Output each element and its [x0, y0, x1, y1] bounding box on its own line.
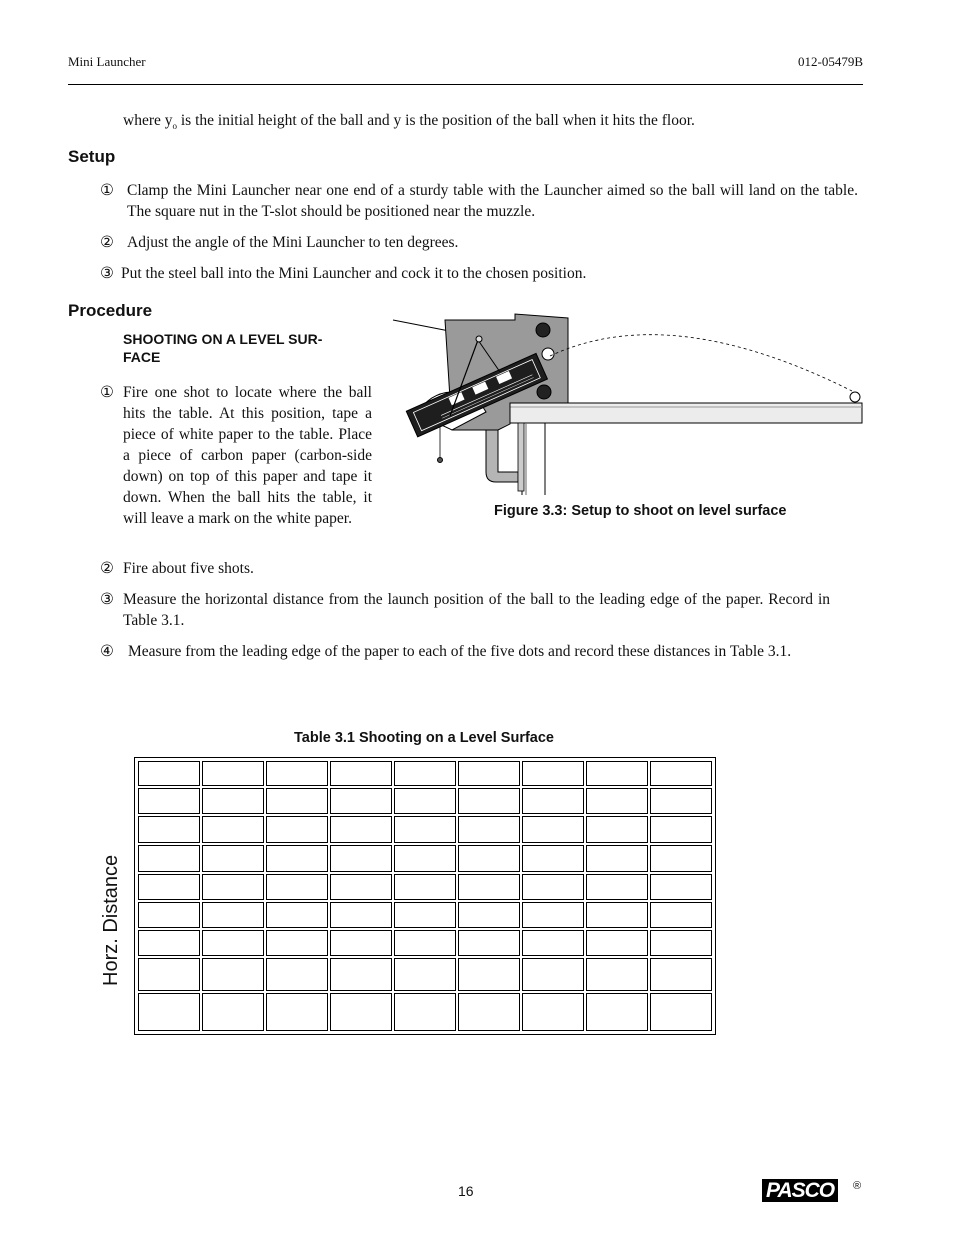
table-cell: [266, 788, 328, 814]
table-cell: [586, 930, 648, 956]
table-cell: [330, 902, 392, 928]
table-row: [138, 902, 712, 928]
registered-mark: ®: [853, 1180, 862, 1192]
table-cell: [650, 761, 712, 786]
table-cell: [266, 761, 328, 786]
table-cell: [138, 930, 200, 956]
table-cell: [650, 874, 712, 900]
table-cell: [586, 902, 648, 928]
table-cell: [458, 788, 520, 814]
table-cell: [458, 930, 520, 956]
trajectory: [550, 335, 852, 391]
header-left: Mini Launcher: [68, 54, 146, 69]
table-cell: [330, 761, 392, 786]
header-right: 012-05479B: [798, 54, 863, 69]
table-cell: [586, 816, 648, 843]
table-cell: [266, 845, 328, 872]
table-cell: [394, 930, 456, 956]
table-cell: [458, 845, 520, 872]
table-cell: [522, 788, 584, 814]
table-title: Table 3.1 Shooting on a Level Surface: [294, 730, 554, 746]
table-cell: [650, 958, 712, 991]
table-cell: [458, 874, 520, 900]
setup-step-1: ① Clamp the Mini Launcher near one end of a sturdy table with the Launcher aimed so the ball will land on the table. The square nut in the T-slot should be positioned near the muzzle.: [100, 182, 858, 220]
table-cell: [586, 958, 648, 991]
setup-heading: Setup: [68, 147, 116, 166]
table-cell: [138, 874, 200, 900]
table-cell: [650, 845, 712, 872]
table-cell: [650, 993, 712, 1031]
table-cell: [586, 993, 648, 1031]
table-cell: [330, 874, 392, 900]
table-cell: [522, 930, 584, 956]
table-row: [138, 816, 712, 843]
procedure-step-1: ① Fire one shot to locate where the ball hits the table. At this position, tape a piece of white paper to the table. Place a piece of carbon paper (carbon-side down) on top of this paper and tape it down. When the ball hits the table, it will leave a mark on the white paper.: [100, 384, 372, 527]
table-cell: [330, 816, 392, 843]
pasco-logo: PASCO: [762, 1181, 838, 1202]
table-cell: [266, 993, 328, 1031]
procedure-heading: Procedure: [68, 301, 153, 320]
table-cell: [202, 816, 264, 843]
procedure-step-2: ② Fire about five shots.: [100, 560, 254, 577]
table-cell: [458, 993, 520, 1031]
table-cell: [266, 902, 328, 928]
table-row: [138, 874, 712, 900]
launcher-figure: [390, 312, 865, 502]
table-cell: [330, 993, 392, 1031]
table-cell: [458, 761, 520, 786]
table-cell: [586, 845, 648, 872]
table-cell: [394, 761, 456, 786]
table-cell: [458, 816, 520, 843]
table-cell: [458, 958, 520, 991]
table-row: [138, 930, 712, 956]
table-cell: [266, 816, 328, 843]
table-cell: [138, 958, 200, 991]
table-top: [510, 403, 862, 423]
data-table: [136, 759, 714, 1033]
table-cell: [138, 788, 200, 814]
table-cell: [522, 993, 584, 1031]
table-row: [138, 958, 712, 991]
page-number: 16: [458, 1183, 474, 1199]
table-cell: [138, 761, 200, 786]
procedure-step-4: ④ Measure from the leading edge of the paper to each of the five dots and record these distances in Table 3.1.: [100, 643, 792, 660]
figure-caption: Figure 3.3: Setup to shoot on level surface: [494, 503, 787, 519]
table-cell: [522, 816, 584, 843]
setup-step-3: ③ Put the steel ball into the Mini Launcher and cock it to the chosen position.: [100, 265, 587, 282]
table-cell: [586, 788, 648, 814]
table-cell: [330, 788, 392, 814]
table-cell: [202, 788, 264, 814]
table-row: [138, 788, 712, 814]
table-cell: [266, 930, 328, 956]
table-cell: [202, 902, 264, 928]
table-cell: [394, 816, 456, 843]
table-cell: [650, 816, 712, 843]
header-rule: [68, 84, 863, 85]
table-cell: [138, 845, 200, 872]
table-cell: [650, 930, 712, 956]
table-cell: [330, 930, 392, 956]
data-table-frame: [134, 757, 716, 1035]
table-cell: [202, 761, 264, 786]
intro-text: where $y_o$ is the initial height of the ball and y is the position of the ball when it hits the floor.: [123, 112, 695, 132]
procedure-step-3: ③ Measure the horizontal distance from the launch position of the ball to the leading edge of the paper. Record in Table 3.1.: [100, 591, 830, 629]
table-row: [138, 845, 712, 872]
table-cell: [394, 958, 456, 991]
table-cell: [394, 902, 456, 928]
table-cell: [394, 874, 456, 900]
table-cell: [586, 874, 648, 900]
clamp: [486, 430, 518, 482]
table-cell: [202, 874, 264, 900]
table-cell: [522, 845, 584, 872]
table-cell: [586, 761, 648, 786]
table-cell: [330, 845, 392, 872]
table-cell: [522, 761, 584, 786]
table-cell: [202, 930, 264, 956]
table-row: [138, 761, 712, 786]
setup-step-2: ② Adjust the angle of the Mini Launcher to ten degrees.: [100, 234, 459, 251]
table-cell: [522, 902, 584, 928]
table-cell: [650, 902, 712, 928]
table-cell: [522, 874, 584, 900]
table-cell: [650, 788, 712, 814]
table-cell: [330, 958, 392, 991]
table-cell: [394, 845, 456, 872]
landing-ball: [850, 392, 860, 402]
table-cell: [266, 874, 328, 900]
table-cell: [138, 993, 200, 1031]
procedure-subheading: SHOOTING ON A LEVEL SUR- FACE: [123, 331, 323, 365]
table-cell: [394, 993, 456, 1031]
table-cell: [458, 902, 520, 928]
table-cell: [394, 788, 456, 814]
table-cell: [138, 816, 200, 843]
table-cell: [266, 958, 328, 991]
table-row: [138, 993, 712, 1031]
table-cell: [138, 902, 200, 928]
table-cell: [202, 958, 264, 991]
table-cell: [202, 845, 264, 872]
table-cell: [202, 993, 264, 1031]
table-vertical-label: Horz. Distance: [100, 854, 122, 986]
table-cell: [522, 958, 584, 991]
